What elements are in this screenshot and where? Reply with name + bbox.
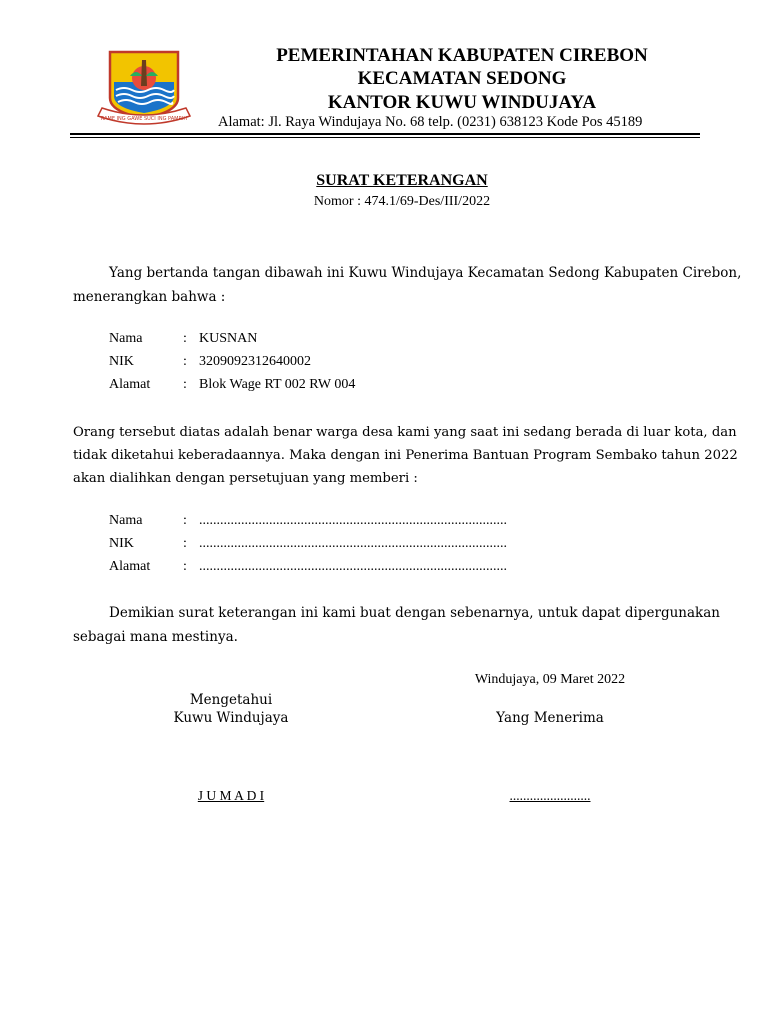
signature-place-date: Windujaya, 09 Maret 2022 xyxy=(474,672,626,687)
document-title: SURAT KETERANGAN xyxy=(316,172,488,189)
signature-left-caption-1: Mengetahui xyxy=(189,692,273,708)
recipient-address-blank: ........................................................................................ xyxy=(199,559,507,574)
signature-right-caption: Yang Menerima xyxy=(496,710,604,726)
subject-name-colon: : xyxy=(183,331,187,346)
intro-line-1: Yang bertanda tangan dibawah ini Kuwu Windujaya Kecamatan Sedong Kabupaten Cirebon, xyxy=(109,265,742,281)
header-line-3: KANTOR KUWU WINDUJAYA xyxy=(327,92,597,113)
subject-nik-label: NIK xyxy=(109,354,134,369)
header-address: Alamat: Jl. Raya Windujaya No. 68 telp. (0231) 638123 Kode Pos 45189 xyxy=(218,114,643,130)
subject-nik-row xyxy=(0,354,768,374)
subject-address-value: Blok Wage RT 002 RW 004 xyxy=(199,377,356,392)
recipient-name-label: Nama xyxy=(109,513,143,528)
recipient-nik-label: NIK xyxy=(109,536,134,551)
recipient-address-label: Alamat xyxy=(109,559,151,574)
subject-address-row xyxy=(0,377,768,397)
statement-line-2: tidak diketahui keberadaannya. Maka dengan ini Penerima Bantuan Program Sembako tahun 2022 xyxy=(73,448,738,463)
closing-line-2: sebagai mana mestinya. xyxy=(73,629,238,645)
header-line-2: KECAMATAN SEDONG xyxy=(357,68,567,89)
intro-line-2: menerangkan bahwa : xyxy=(73,289,226,305)
signature-left-caption-2: Kuwu Windujaya xyxy=(173,710,289,726)
statement-line-3: akan dialihkan dengan persetujuan yang memberi : xyxy=(73,471,418,486)
subject-address-label: Alamat xyxy=(109,377,151,392)
signature-left-name: J U M A D I xyxy=(197,788,265,803)
subject-name-label: Nama xyxy=(109,331,143,346)
recipient-address-row xyxy=(0,559,768,579)
recipient-name-blank: ........................................................................................ xyxy=(199,513,507,528)
header-divider-thick xyxy=(70,133,700,135)
closing-line-1: Demikian surat keterangan ini kami buat dengan sebenarnya, untuk dapat dipergunakan xyxy=(109,605,720,621)
crest-motto-text: RAME ING GAWE SUCI ING PAMRIH xyxy=(100,116,188,122)
regency-crest-logo xyxy=(96,46,192,128)
header-line-1: PEMERINTAHAN KABUPATEN CIREBON xyxy=(276,45,648,66)
recipient-name-colon: : xyxy=(183,513,187,528)
statement-line-1: Orang tersebut diatas adalah benar warga desa kami yang saat ini sedang berada di luar kota, dan xyxy=(73,425,737,440)
recipient-address-colon: : xyxy=(183,559,187,574)
signature-right-name-blank: ........................ xyxy=(509,788,591,803)
recipient-nik-colon: : xyxy=(183,536,187,551)
header-divider-thin xyxy=(70,137,700,138)
subject-name-row xyxy=(0,331,768,351)
subject-nik-colon: : xyxy=(183,354,187,369)
recipient-name-row xyxy=(0,513,768,533)
recipient-nik-row xyxy=(0,536,768,556)
subject-nik-value: 3209092312640002 xyxy=(199,354,311,369)
subject-name-value: KUSNAN xyxy=(199,331,258,346)
recipient-nik-blank: ........................................................................................ xyxy=(199,536,507,551)
subject-address-colon: : xyxy=(183,377,187,392)
document-number: Nomor : 474.1/69-Des/III/2022 xyxy=(313,194,491,209)
